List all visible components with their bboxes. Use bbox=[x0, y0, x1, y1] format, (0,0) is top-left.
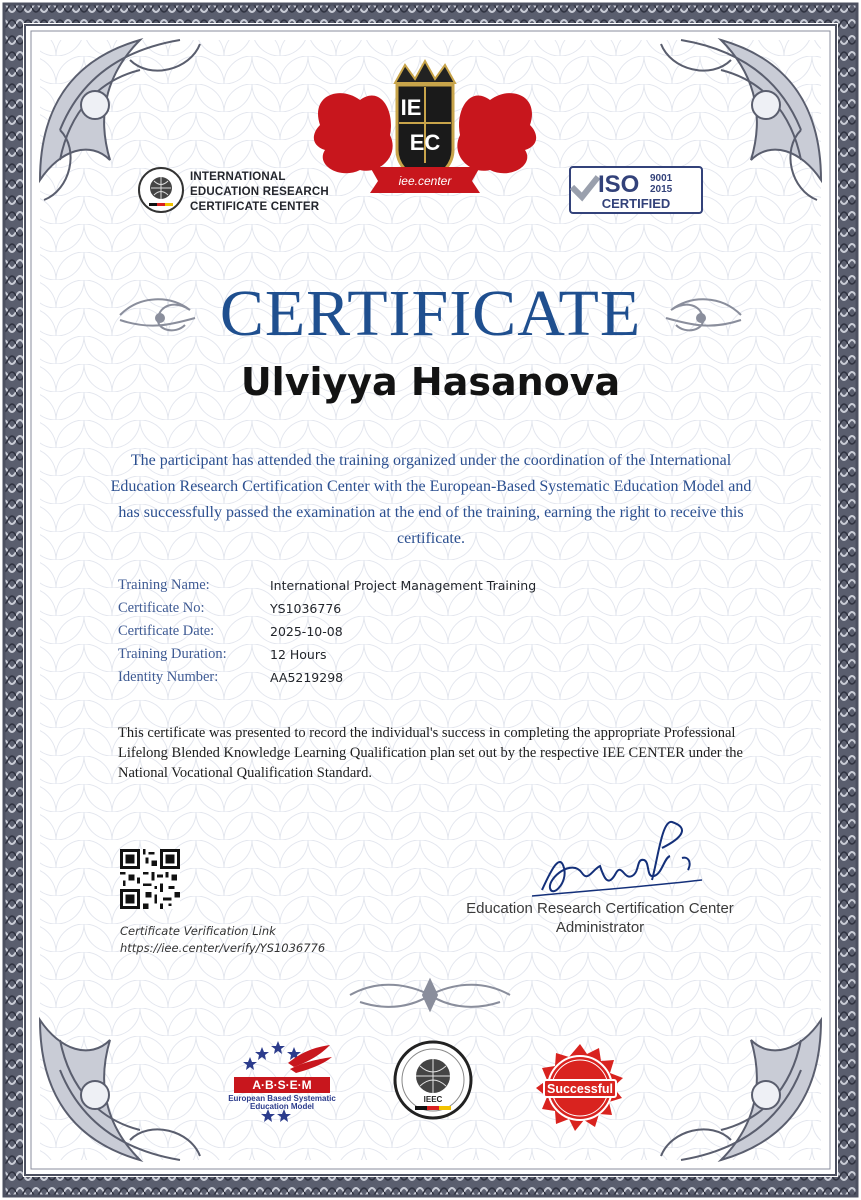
detail-row-certificate-date bbox=[118, 623, 678, 646]
detail-label: Certificate No: bbox=[118, 600, 205, 616]
iso-certified-badge bbox=[568, 165, 704, 215]
absem-caption-line-2: Education Model bbox=[250, 1102, 314, 1111]
detail-value: AA5219298 bbox=[270, 670, 344, 685]
details-table bbox=[118, 577, 678, 692]
org-name-line-3: CERTIFICATE CENTER bbox=[190, 201, 320, 213]
verification-label: Certificate Verification Link bbox=[120, 924, 276, 938]
detail-value: 12 Hours bbox=[270, 647, 327, 662]
iso-number-9001: 9001 bbox=[650, 173, 673, 184]
qr-code-icon[interactable] bbox=[120, 849, 180, 909]
detail-value: 2025-10-08 bbox=[270, 624, 343, 639]
org-name-line-2: EDUCATION RESEARCH bbox=[190, 186, 329, 198]
detail-row-identity-number bbox=[118, 669, 678, 692]
detail-row-training-duration bbox=[118, 646, 678, 669]
absem-letters: A·B·S·E·M bbox=[252, 1078, 312, 1092]
detail-label: Certificate Date: bbox=[118, 623, 215, 639]
recipient-name: Ulviyya Hasanova bbox=[240, 360, 621, 404]
detail-label: Training Name: bbox=[118, 577, 210, 593]
iso-certified-text: CERTIFIED bbox=[601, 196, 671, 211]
success-badge-text: Successful bbox=[546, 1082, 614, 1096]
seal-caption: IEEC bbox=[423, 1095, 443, 1104]
detail-value: International Project Management Training bbox=[270, 578, 537, 593]
globe-seal-icon bbox=[137, 166, 185, 214]
detail-value: YS1036776 bbox=[270, 601, 342, 616]
detail-row-certificate-no bbox=[118, 600, 678, 623]
detail-label: Training Duration: bbox=[118, 646, 227, 662]
certificate-title: CERTIFICATE bbox=[219, 277, 642, 350]
signature-organization: Education Research Certification Center bbox=[466, 900, 734, 917]
verification-link[interactable]: https://iee.center/verify/YS1036776 bbox=[120, 941, 326, 955]
absem-caption-line-1: European Based Systematic bbox=[228, 1094, 336, 1103]
certificate-statement: This certificate was presented to record the individual's success in completing the appropriate Professional Lifelong Blended Knowledge Learning Qualification plan set out by the respective IEE CENTER under the National Vocational Qualification Standard. bbox=[118, 725, 743, 781]
detail-label: Identity Number: bbox=[118, 669, 219, 685]
certificate-description: The participant has attended the training organized under the coordination of the International Education Research Certification Center with the European-Based Systematic Education Model and has successfully passed the examination at the end of the training, earning the right to receive this certificate. bbox=[110, 452, 752, 547]
successful-badge bbox=[534, 1042, 626, 1134]
iso-label: ISO bbox=[598, 171, 640, 198]
detail-row-training-name bbox=[118, 577, 678, 600]
administrator-signature bbox=[512, 818, 712, 908]
ieec-globe-seal bbox=[393, 1040, 473, 1120]
emblem-letter-ie: IE bbox=[400, 95, 422, 120]
organization-name bbox=[190, 170, 350, 215]
signature-role: Administrator bbox=[555, 919, 645, 936]
emblem-ribbon-text: iee.center bbox=[398, 174, 452, 188]
emblem-letter-ec: EC bbox=[409, 130, 441, 155]
absem-logo bbox=[228, 1037, 336, 1123]
org-name-line-1: INTERNATIONAL bbox=[190, 171, 286, 183]
iso-number-2015: 2015 bbox=[650, 184, 673, 195]
